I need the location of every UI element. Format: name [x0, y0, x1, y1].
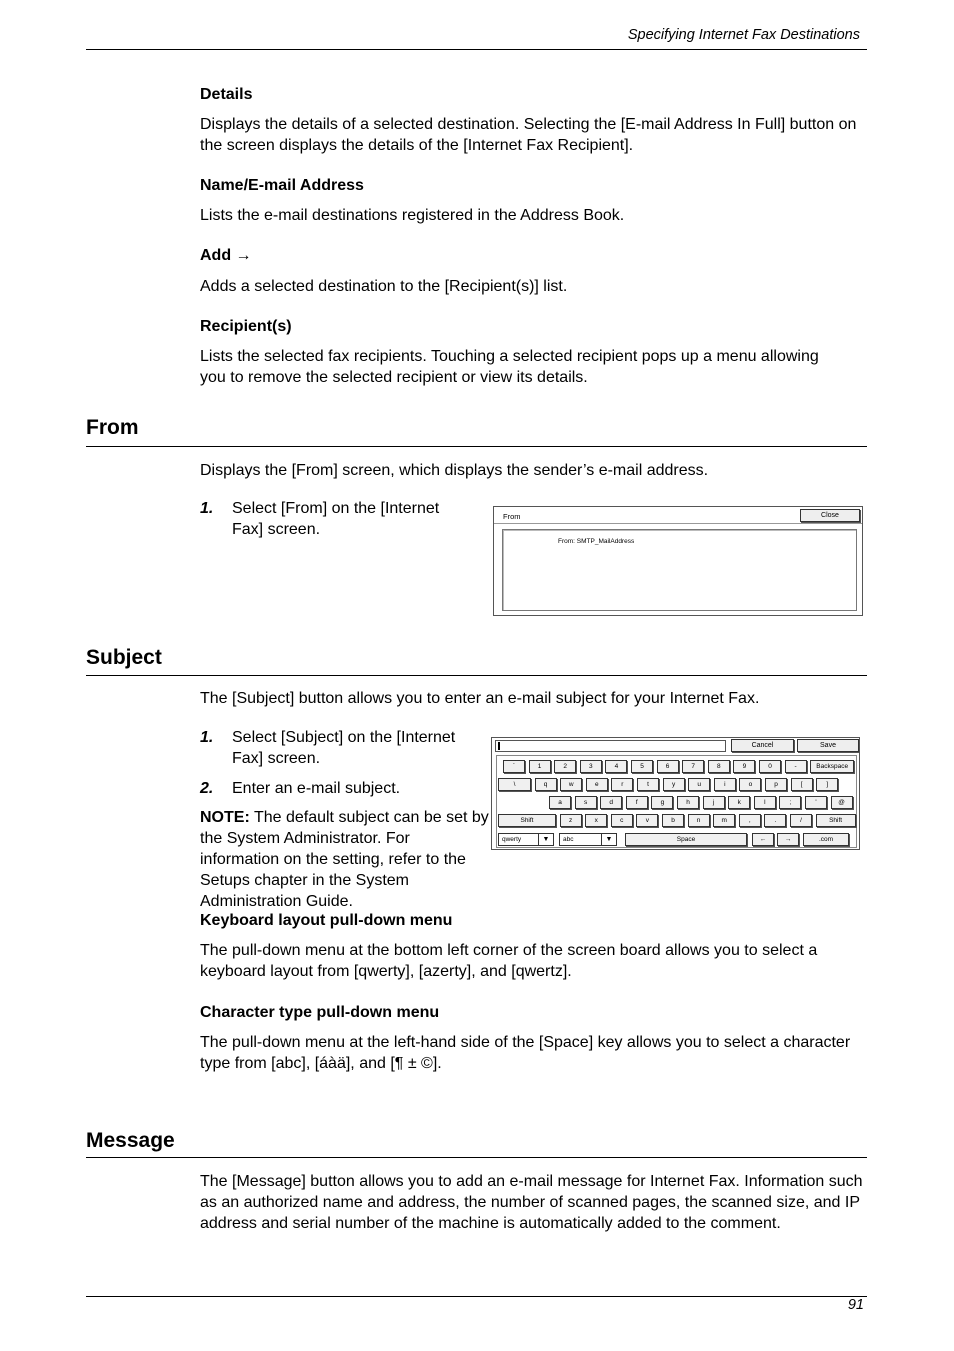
keyboard-key[interactable]: e [586, 778, 608, 791]
keyboard-key[interactable]: r [611, 778, 633, 791]
keyboard-key[interactable]: Backspace [810, 760, 854, 773]
keyboard-key[interactable]: m [713, 814, 735, 827]
subject-note [200, 807, 490, 912]
page-number: 91 [847, 1297, 864, 1313]
step-text: Select [Subject] on the [Internet Fax] screen. [232, 729, 456, 767]
chevron-down-icon: ▼ [538, 834, 553, 845]
keyboard-key[interactable]: 8 [708, 760, 730, 773]
keyboard-key[interactable]: , [739, 814, 761, 827]
close-button[interactable]: Close [800, 509, 860, 522]
details-heading: Details [200, 86, 253, 103]
keyboard-layout-select[interactable] [498, 833, 554, 846]
keyboard-layout-value: qwerty [502, 836, 522, 843]
add-body: Adds a selected destination to the [Recipient(s)] list. [200, 278, 568, 295]
keyboard-key[interactable]: [ [791, 778, 813, 791]
left-arrow-key[interactable]: ← [752, 833, 774, 846]
step-number: 1. [200, 729, 214, 746]
keyboard-key[interactable]: \ [498, 778, 531, 791]
subject-rule [86, 675, 867, 676]
chevron-down-icon: ▼ [601, 834, 616, 845]
keyboard-key[interactable]: i [714, 778, 736, 791]
keyboard-layout-heading: Keyboard layout pull-down menu [200, 912, 453, 929]
keyboard-key[interactable]: 3 [580, 760, 602, 773]
from-address: From: SMTP_MailAddress [558, 538, 635, 545]
name-email-heading: Name/E-mail Address [200, 177, 364, 194]
keyboard-key[interactable]: w [560, 778, 582, 791]
save-button[interactable]: Save [797, 739, 859, 752]
keyboard-screen [491, 737, 860, 850]
footer-rule [86, 1296, 867, 1297]
keyboard-key[interactable]: 0 [759, 760, 781, 773]
keyboard-key[interactable]: q [535, 778, 557, 791]
subject-intro: The [Subject] button allows you to enter an e-mail subject for your Internet Fax. [200, 690, 760, 707]
keyboard-key[interactable]: g [651, 796, 673, 809]
dotcom-key[interactable]: .com [803, 833, 849, 846]
keyboard-key[interactable]: 9 [733, 760, 755, 773]
keyboard-key[interactable]: v [636, 814, 658, 827]
keyboard-key[interactable]: Shift [816, 814, 856, 827]
keyboard-key[interactable]: p [765, 778, 787, 791]
keyboard-key[interactable]: c [611, 814, 633, 827]
keyboard-key[interactable]: b [662, 814, 684, 827]
keyboard-key[interactable]: . [764, 814, 786, 827]
message-rule [86, 1157, 867, 1158]
from-intro: Displays the [From] screen, which displays the sender’s e-mail address. [200, 462, 709, 479]
step-text: Select [From] on the [Internet Fax] screen. [232, 500, 440, 538]
character-type-heading: Character type pull-down menu [200, 1004, 440, 1021]
keyboard-key[interactable]: n [688, 814, 710, 827]
space-key[interactable]: Space [625, 833, 747, 846]
running-header: Specifying Internet Fax Destinations [627, 27, 860, 43]
character-type-value: abc [563, 836, 574, 843]
keyboard-key[interactable]: ` [503, 760, 525, 773]
keyboard-key[interactable]: y [663, 778, 685, 791]
from-address-box [502, 529, 857, 611]
right-arrow-key[interactable]: → [777, 833, 799, 846]
keyboard-key[interactable]: x [585, 814, 607, 827]
keyboard-key[interactable]: 6 [657, 760, 679, 773]
keyboard-layout-body: The pull-down menu at the bottom left corner of the screen board allows you to select a keyboard layout from [qwerty], [azerty], and [qwertz]. [200, 942, 818, 980]
step-number: 2. [200, 780, 214, 797]
subject-heading: Subject [86, 646, 162, 669]
text-cursor [498, 742, 500, 750]
keyboard-key[interactable]: 2 [554, 760, 576, 773]
keyboard-key[interactable]: d [600, 796, 622, 809]
cancel-button[interactable]: Cancel [731, 739, 794, 752]
from-rule [86, 446, 867, 447]
keyboard-key[interactable]: j [703, 796, 725, 809]
from-screen-titlebar [494, 507, 862, 524]
keyboard-key[interactable]: @ [831, 796, 853, 809]
keyboard-key[interactable]: k [728, 796, 750, 809]
keyboard-key[interactable]: o [739, 778, 761, 791]
step-number: 1. [200, 500, 214, 517]
keyboard-key[interactable]: ' [805, 796, 827, 809]
character-type-body: The pull-down menu at the left-hand side of the [Space] key allows you to select a character type from [abc], [áàä], and [¶ ± ©]. [200, 1034, 851, 1072]
keyboard-key[interactable]: f [626, 796, 648, 809]
subject-input[interactable] [495, 740, 726, 752]
keyboard-key[interactable]: / [790, 814, 812, 827]
recipients-body: Lists the selected fax recipients. Touching a selected recipient pops up a menu allowing you to remove the selected recipient or view its details. [200, 348, 819, 386]
keyboard-key[interactable]: Shift [498, 814, 556, 827]
message-heading: Message [86, 1129, 175, 1152]
keyboard-key[interactable]: 1 [529, 760, 551, 773]
add-heading: Add → [200, 247, 252, 264]
keyboard-key[interactable]: ; [779, 796, 801, 809]
keyboard-key[interactable]: u [688, 778, 710, 791]
keyboard-key[interactable]: a [549, 796, 571, 809]
name-email-body: Lists the e-mail destinations registered in the Address Book. [200, 207, 625, 224]
note-label: NOTE: [200, 809, 250, 826]
step-text: Enter an e-mail subject. [232, 780, 401, 797]
keyboard-key[interactable]: 7 [682, 760, 704, 773]
keyboard-key[interactable]: 5 [631, 760, 653, 773]
keyboard-key[interactable]: ] [816, 778, 838, 791]
keyboard-key[interactable]: s [575, 796, 597, 809]
keyboard-key[interactable]: 4 [605, 760, 627, 773]
keyboard-key[interactable]: - [785, 760, 807, 773]
keyboard-key[interactable]: t [637, 778, 659, 791]
keyboard-key[interactable]: h [677, 796, 699, 809]
header-rule [86, 49, 867, 50]
recipients-heading: Recipient(s) [200, 318, 292, 335]
details-body: Displays the details of a selected destination. Selecting the [E-mail Address In Full] button on the screen displays the details of the [Internet Fax Recipient]. [200, 116, 857, 154]
message-body: The [Message] button allows you to add an e-mail message for Internet Fax. Information such as an authorized name and address, the number of scanned pages, the scanned size, and IP address and serial number of the machine is automatically added to the comment. [200, 1173, 863, 1232]
keyboard-key[interactable]: z [560, 814, 582, 827]
keyboard-key[interactable]: l [754, 796, 776, 809]
from-screen [493, 506, 863, 616]
note-text: The default subject can be set by the System Administrator. For information on the setting, refer to the Setups chapter in the System Administration Guide. [200, 809, 489, 910]
from-heading: From [86, 416, 139, 439]
character-type-select[interactable] [559, 833, 617, 846]
from-screen-title: From [503, 512, 521, 521]
